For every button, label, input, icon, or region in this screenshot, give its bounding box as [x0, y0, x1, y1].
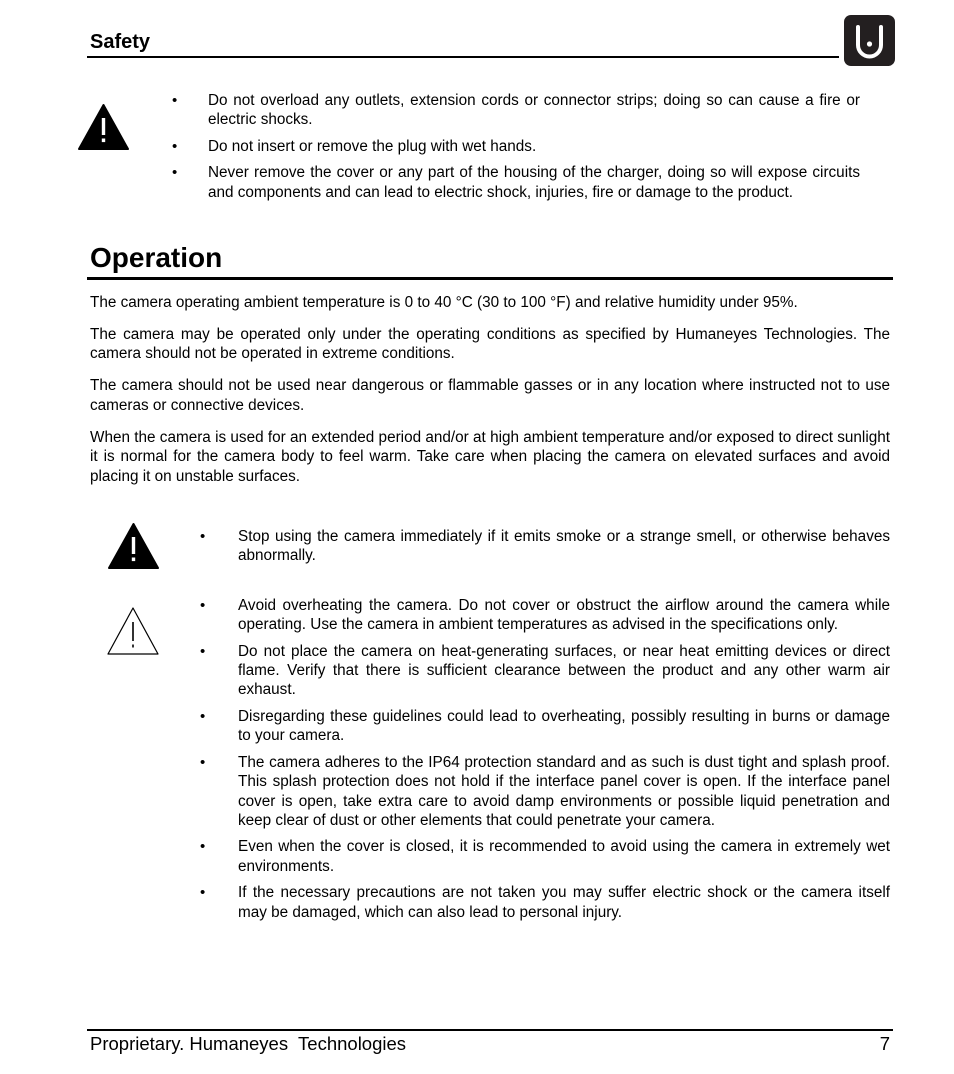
- page-number: 7: [879, 1033, 890, 1054]
- caution-bullet-list: [200, 596, 890, 929]
- bullet-icon: •: [200, 642, 206, 660]
- list-item: • Stop using the camera immediately if it emits smoke or a strange smell, or otherwise behaves abnormally.: [200, 528, 890, 565]
- bullet-icon: •: [200, 708, 206, 726]
- bullet-icon: •: [172, 137, 178, 155]
- bullet-icon: •: [172, 164, 178, 182]
- list-item: • Avoid overheating the camera. Do not cover or obstruct the airflow around the camera while operating. Use the camera in ambient temperatures as advised in the specifications only.: [200, 597, 890, 634]
- list-item: • Do not place the camera on heat-generating surfaces, or near heat emitting devices or direct flame. Verify that there is sufficient clearance between the product and any other warm air exhaust.: [200, 642, 890, 699]
- warning-icon: [77, 103, 130, 156]
- footer-text: Proprietary. Humaneyes Technologies: [90, 1033, 407, 1054]
- list-item: • If the necessary precautions are not taken you may suffer electric shock or the camera itself may be damaged, which can also lead to personal injury.: [200, 884, 890, 921]
- header-divider: [87, 56, 839, 58]
- humaneyes-logo-icon: [844, 15, 895, 66]
- section-header-title: Safety: [90, 31, 151, 53]
- bullet-icon: •: [200, 528, 206, 545]
- bullet-icon: •: [200, 753, 206, 771]
- list-item: • Do not overload any outlets, extension cords or connector strips; doing so can cause a fire or electric shocks.: [172, 92, 860, 129]
- bullet-icon: •: [172, 92, 178, 109]
- bullet-icon: •: [200, 884, 206, 902]
- paragraph: The camera operating ambient temperature is 0 to 40 °C (30 to 100 °F) and relative humidity under 95%.: [90, 294, 798, 311]
- list-item: • Never remove the cover or any part of the housing of the charger, doing so will expose circuits and components and can lead to electric shock, injuries, fire or damage to the product.: [172, 164, 860, 201]
- operation-paragraphs: [90, 293, 890, 499]
- warning-icon: [107, 522, 160, 575]
- list-item: • Even when the cover is closed, it is recommended to avoid using the camera in extremely wet environments.: [200, 838, 890, 875]
- list-item: • The camera adheres to the IP64 protection standard and as such is dust tight and splash proof. This splash protection does not hold if the interface panel cover is open. If the interface panel cover is open, take extra care to avoid damp environments or possible liquid penetration and keep clear of dust or other elements that could penetrate your camera.: [200, 753, 890, 829]
- paragraph: The camera may be operated only under the operating conditions as specified by Humaneyes Technologies. The camera should not be operated in extreme conditions.: [90, 326, 890, 363]
- operation-heading: Operation: [90, 242, 223, 273]
- safety-bullet-list: [172, 91, 860, 209]
- caution-icon: [106, 606, 160, 661]
- paragraph: When the camera is used for an extended period and/or at high ambient temperature and/or exposed to direct sunlight it is normal for the camera body to feel warm. Take care when placing the camera on elevated surfaces and avoid placing it on unstable surfaces.: [90, 428, 890, 485]
- bullet-icon: •: [200, 838, 206, 856]
- footer-divider: [87, 1029, 893, 1031]
- bullet-icon: •: [200, 597, 206, 614]
- list-item: • Do not insert or remove the plug with wet hands.: [172, 137, 537, 155]
- operation-divider: [87, 277, 893, 280]
- warning-bullet-list: [200, 527, 890, 573]
- list-item: • Disregarding these guidelines could lead to overheating, possibly resulting in burns or damage to your camera.: [200, 708, 890, 745]
- paragraph: The camera should not be used near dangerous or flammable gasses or in any location where instructed not to use cameras or connective devices.: [90, 377, 890, 414]
